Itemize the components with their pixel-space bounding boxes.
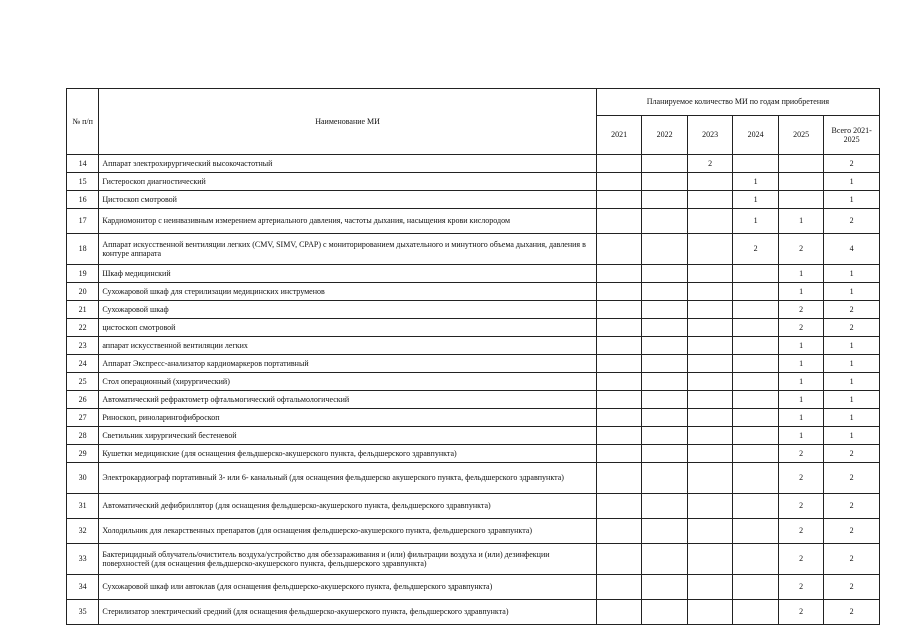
row-2025: 2	[778, 494, 824, 519]
row-2024	[733, 355, 779, 373]
row-number: 14	[67, 155, 99, 173]
row-total: 2	[824, 155, 880, 173]
row-total: 1	[824, 355, 880, 373]
row-2023	[687, 191, 733, 209]
row-2024	[733, 445, 779, 463]
row-2022	[642, 575, 688, 600]
row-2021	[596, 355, 642, 373]
table-row	[67, 391, 880, 409]
row-total: 2	[824, 209, 880, 234]
row-total: 1	[824, 283, 880, 301]
row-2021	[596, 373, 642, 391]
row-number: 20	[67, 283, 99, 301]
row-2022	[642, 463, 688, 494]
row-name: Кардиомонитор с неинвазивным измерением артериального давления, частоты дыхания, насыщения крови кислородом	[99, 209, 596, 234]
row-2023	[687, 409, 733, 427]
row-2023: 2	[687, 155, 733, 173]
table-row	[67, 519, 880, 544]
table-row	[67, 600, 880, 625]
row-2021	[596, 427, 642, 445]
table-row	[67, 544, 880, 575]
row-2022	[642, 544, 688, 575]
row-2023	[687, 445, 733, 463]
row-2024	[733, 337, 779, 355]
row-number: 15	[67, 173, 99, 191]
row-2024	[733, 575, 779, 600]
row-name: Сухожаровой шкаф или автоклав (для оснащения фельдшерско-акушерского пункта, фельдшерского здравпункта)	[99, 575, 596, 600]
row-2023	[687, 234, 733, 265]
row-2023	[687, 391, 733, 409]
row-name: Холодильник для лекарственных препаратов (для оснащения фельдшерско-акушерского пункта, фельдшерского здравпункта)	[99, 519, 596, 544]
row-2023	[687, 337, 733, 355]
row-name: Электрокардиограф портативный 3- или 6- канальный (для оснащения фельдшерско акушерского пункта, фельдшерского здравпункта)	[99, 463, 596, 494]
row-2023	[687, 494, 733, 519]
row-number: 24	[67, 355, 99, 373]
row-2021	[596, 319, 642, 337]
row-2025: 1	[778, 355, 824, 373]
row-name: Цистоскоп смотровой	[99, 191, 596, 209]
row-number: 21	[67, 301, 99, 319]
table-row	[67, 209, 880, 234]
row-number: 28	[67, 427, 99, 445]
row-2023	[687, 209, 733, 234]
row-2022	[642, 234, 688, 265]
table-row	[67, 337, 880, 355]
row-2022	[642, 600, 688, 625]
row-2025: 1	[778, 209, 824, 234]
row-2024: 1	[733, 173, 779, 191]
header-total: Всего 2021-2025	[824, 116, 880, 155]
row-total: 1	[824, 427, 880, 445]
row-number: 32	[67, 519, 99, 544]
row-total: 2	[824, 519, 880, 544]
row-name: Стерилизатор электрический средний (для оснащения фельдшерско-акушерского пункта, фельдшерского здравпункта)	[99, 600, 596, 625]
row-2022	[642, 391, 688, 409]
row-name: Бактерицидный облучатель/очиститель воздуха/устройство для обеззараживания и (или) фильтрации воздуха и (или) дезинфекции поверхностей (для оснащения фельдшерско-акушерского пункта, фельдшерского здравпункта)	[99, 544, 596, 575]
row-2024	[733, 519, 779, 544]
row-2024	[733, 494, 779, 519]
table-row	[67, 319, 880, 337]
row-2025: 2	[778, 234, 824, 265]
table-header	[67, 89, 880, 155]
header-planned-quantity: Планируемое количество МИ по годам приобретения	[596, 89, 879, 116]
row-2024: 1	[733, 209, 779, 234]
row-number: 27	[67, 409, 99, 427]
row-2022	[642, 337, 688, 355]
row-2023	[687, 427, 733, 445]
row-number: 25	[67, 373, 99, 391]
header-year-2025: 2025	[778, 116, 824, 155]
row-2025: 2	[778, 463, 824, 494]
row-name: Кушетки медицинские (для оснащения фельдшерско-акушерского пункта, фельдшерского здравпункта)	[99, 445, 596, 463]
row-2022	[642, 445, 688, 463]
row-name: Сухожаровой шкаф для стерилизации медицинских инструменов	[99, 283, 596, 301]
row-2022	[642, 427, 688, 445]
row-2024	[733, 265, 779, 283]
row-number: 34	[67, 575, 99, 600]
row-2024	[733, 544, 779, 575]
row-2021	[596, 575, 642, 600]
row-2023	[687, 575, 733, 600]
row-2023	[687, 301, 733, 319]
row-name: Аппарат Экспресс-анализатор кардиомаркеров портативный	[99, 355, 596, 373]
row-name: Стол операционный (хирургический)	[99, 373, 596, 391]
table-row	[67, 575, 880, 600]
row-2024	[733, 373, 779, 391]
row-2024	[733, 391, 779, 409]
row-2022	[642, 519, 688, 544]
header-name: Наименование МИ	[99, 89, 596, 155]
row-2022	[642, 494, 688, 519]
row-2025: 2	[778, 301, 824, 319]
table-row	[67, 173, 880, 191]
row-number: 35	[67, 600, 99, 625]
row-2023	[687, 373, 733, 391]
row-total: 2	[824, 319, 880, 337]
row-2021	[596, 283, 642, 301]
row-number: 19	[67, 265, 99, 283]
row-2025: 1	[778, 265, 824, 283]
row-total: 1	[824, 191, 880, 209]
row-2022	[642, 301, 688, 319]
header-year-2022: 2022	[642, 116, 688, 155]
row-2023	[687, 283, 733, 301]
row-2022	[642, 173, 688, 191]
row-2022	[642, 373, 688, 391]
row-2021	[596, 337, 642, 355]
row-2024	[733, 409, 779, 427]
row-2022	[642, 191, 688, 209]
row-2021	[596, 409, 642, 427]
row-total: 1	[824, 265, 880, 283]
row-2025: 1	[778, 283, 824, 301]
row-name: Автоматический дефибриллятор (для оснащения фельдшерско-акушерского пункта, фельдшерского здравпункта)	[99, 494, 596, 519]
row-total: 1	[824, 173, 880, 191]
row-number: 31	[67, 494, 99, 519]
equipment-table	[66, 88, 880, 625]
row-name: Риноскоп, риноларингофиброскоп	[99, 409, 596, 427]
row-2021	[596, 600, 642, 625]
row-2025	[778, 155, 824, 173]
table-row	[67, 265, 880, 283]
row-2021	[596, 463, 642, 494]
table-row	[67, 301, 880, 319]
row-name: Гистероскоп диагностический	[99, 173, 596, 191]
row-2024	[733, 301, 779, 319]
row-2023	[687, 544, 733, 575]
row-total: 2	[824, 544, 880, 575]
row-total: 1	[824, 391, 880, 409]
row-2021	[596, 494, 642, 519]
table-row	[67, 373, 880, 391]
row-number: 18	[67, 234, 99, 265]
row-2024	[733, 463, 779, 494]
table-row	[67, 427, 880, 445]
row-total: 2	[824, 463, 880, 494]
row-number: 17	[67, 209, 99, 234]
row-2025: 2	[778, 445, 824, 463]
header-year-2024: 2024	[733, 116, 779, 155]
row-2023	[687, 319, 733, 337]
row-number: 26	[67, 391, 99, 409]
row-2022	[642, 155, 688, 173]
header-year-2021: 2021	[596, 116, 642, 155]
row-2025	[778, 173, 824, 191]
row-2021	[596, 234, 642, 265]
row-name: Аппарат электрохирургический высокочастотный	[99, 155, 596, 173]
row-2021	[596, 173, 642, 191]
row-2021	[596, 519, 642, 544]
row-number: 30	[67, 463, 99, 494]
header-number: № п/п	[67, 89, 99, 155]
row-2021	[596, 391, 642, 409]
row-2023	[687, 265, 733, 283]
row-2022	[642, 283, 688, 301]
table-row	[67, 234, 880, 265]
table-row	[67, 463, 880, 494]
table-row	[67, 409, 880, 427]
row-2021	[596, 301, 642, 319]
row-2025: 2	[778, 600, 824, 625]
row-total: 4	[824, 234, 880, 265]
row-number: 29	[67, 445, 99, 463]
row-2022	[642, 265, 688, 283]
row-2025: 1	[778, 373, 824, 391]
row-2023	[687, 600, 733, 625]
row-2021	[596, 445, 642, 463]
row-2025: 2	[778, 319, 824, 337]
row-number: 33	[67, 544, 99, 575]
row-total: 2	[824, 575, 880, 600]
row-name: Аппарат искусственной вентиляции легких (CMV, SIMV, CPAP) с мониторированием дыхательного и минутного объема дыхания, давления в контуре аппарата	[99, 234, 596, 265]
table-body	[67, 155, 880, 625]
row-2025	[778, 191, 824, 209]
row-2024	[733, 319, 779, 337]
row-2022	[642, 355, 688, 373]
row-2022	[642, 209, 688, 234]
row-2021	[596, 544, 642, 575]
table-row	[67, 494, 880, 519]
table-row	[67, 283, 880, 301]
row-number: 23	[67, 337, 99, 355]
row-2023	[687, 355, 733, 373]
row-2023	[687, 519, 733, 544]
row-name: Светильник хирургический бестеневой	[99, 427, 596, 445]
table-row	[67, 445, 880, 463]
row-total: 1	[824, 409, 880, 427]
row-2022	[642, 319, 688, 337]
row-2022	[642, 409, 688, 427]
row-2024	[733, 427, 779, 445]
row-name: Автоматический рефрактометр офтальмогический офтальмологический	[99, 391, 596, 409]
row-2025: 1	[778, 409, 824, 427]
row-total: 2	[824, 445, 880, 463]
row-2025: 1	[778, 391, 824, 409]
row-2024	[733, 283, 779, 301]
header-year-2023: 2023	[687, 116, 733, 155]
row-2023	[687, 463, 733, 494]
row-2024: 1	[733, 191, 779, 209]
row-2021	[596, 209, 642, 234]
row-2025: 2	[778, 519, 824, 544]
row-2021	[596, 155, 642, 173]
row-number: 16	[67, 191, 99, 209]
row-total: 2	[824, 600, 880, 625]
row-total: 2	[824, 494, 880, 519]
row-2021	[596, 265, 642, 283]
row-2023	[687, 173, 733, 191]
row-2024: 2	[733, 234, 779, 265]
row-2025: 2	[778, 575, 824, 600]
row-name: цистоскоп смотровой	[99, 319, 596, 337]
row-2021	[596, 191, 642, 209]
row-2025: 1	[778, 427, 824, 445]
table-row	[67, 155, 880, 173]
row-name: Шкаф медицинский	[99, 265, 596, 283]
row-2024	[733, 155, 779, 173]
row-total: 2	[824, 301, 880, 319]
row-2025: 2	[778, 544, 824, 575]
row-2025: 1	[778, 337, 824, 355]
row-2024	[733, 600, 779, 625]
row-name: Сухожаровой шкаф	[99, 301, 596, 319]
row-name: аппарат искусственной вентиляции легких	[99, 337, 596, 355]
table-row	[67, 355, 880, 373]
row-total: 1	[824, 337, 880, 355]
row-total: 1	[824, 373, 880, 391]
table-row	[67, 191, 880, 209]
row-number: 22	[67, 319, 99, 337]
